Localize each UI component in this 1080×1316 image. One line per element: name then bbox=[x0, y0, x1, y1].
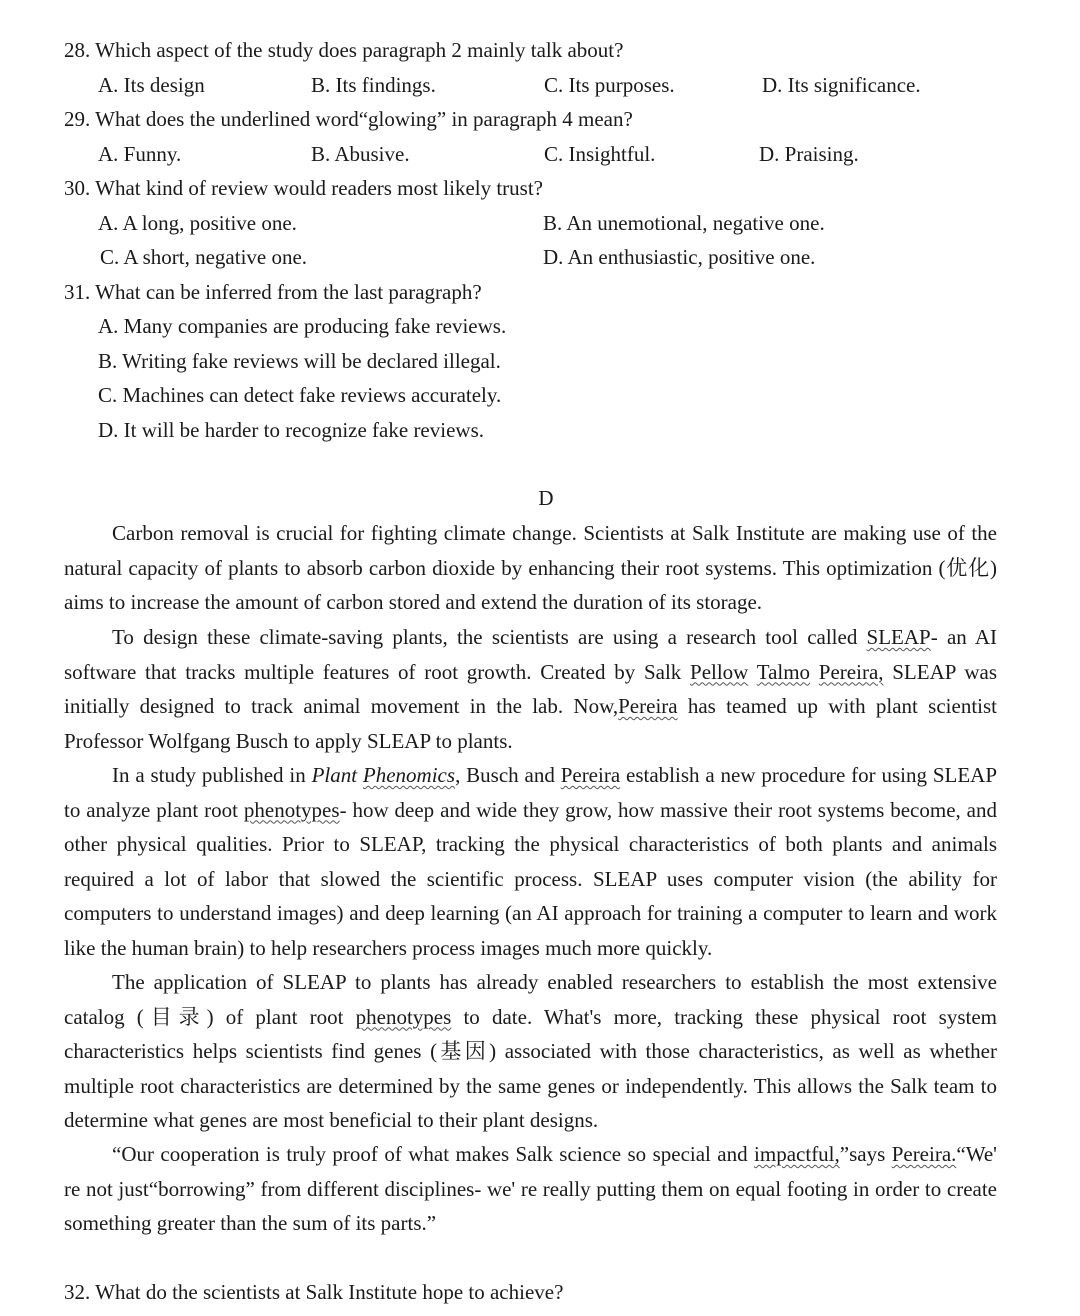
q28-option-d: D. Its significance. bbox=[762, 73, 921, 97]
passage-paragraph-1: Carbon removal is crucial for fighting climate change. Scientists at Salk Institute are making use of the natural capacity of plants to absorb carbon dioxide by enhancing their root systems. This optimization (优化) aims to increase the amount of carbon stored and extend the duration of its storage. bbox=[64, 521, 997, 615]
question-28-stem: 28. Which aspect of the study does paragraph 2 mainly talk about? bbox=[64, 38, 624, 62]
p5-text-b: ”says bbox=[839, 1142, 892, 1166]
p3-text-d: - how deep and wide they grow, how massive their root systems become, and other physical qualities. Prior to SLEAP, tracking the physical characteristics of both plants and animals required a lot of labor that slowed the scientific process. SLEAP uses computer vision (the ability for computers to understand images) and deep learning (an AI approach for training a computer to learn and work like the human brain) to help researchers process images much more quickly. bbox=[64, 797, 997, 960]
p5-text-c: “We' re not just“borrowing” from different disciplines- we' re really putting them on equal footing in order to create something greater than the sum of its parts.” bbox=[64, 1142, 997, 1236]
p4-text-b: to date. What's more, tracking these physical root system characteristics helps scientists find genes (基因) associated with those characteristics, as well as whether multiple root characteristics are determined by the same genes or independently. This allows the Salk team to determine what genes are most beneficial to their plant designs. bbox=[64, 1004, 998, 1133]
q31-option-a: A. Many companies are producing fake reviews. bbox=[98, 314, 507, 338]
q28-option-c: C. Its purposes. bbox=[544, 73, 675, 97]
p5-text-a: “Our cooperation is truly proof of what makes Salk science so special and bbox=[112, 1142, 755, 1166]
passage-paragraph-4 bbox=[64, 965, 997, 1138]
p5-impactful-underlined: impactful, bbox=[754, 1142, 840, 1166]
q29-stem-word: “glowing” bbox=[358, 107, 447, 131]
q29-option-d: D. Praising. bbox=[759, 142, 859, 166]
p3-journal-plant: Plant bbox=[311, 763, 363, 787]
question-32-stem: 32. What do the scientists at Salk Institute hope to achieve? bbox=[64, 1280, 564, 1304]
question-30-stem: 30. What kind of review would readers most likely trust? bbox=[64, 176, 544, 200]
p2-talmo-underlined: Talmo bbox=[756, 659, 811, 684]
p4-phenotypes-underlined: phenotypes bbox=[355, 1004, 452, 1029]
q29-stem-prefix: 29. What does the underlined word bbox=[64, 107, 359, 131]
p2-pereira-underlined: Pereira, bbox=[818, 659, 884, 684]
q30-option-b: B. An unemotional, negative one. bbox=[543, 211, 825, 235]
q29-option-c: C. Insightful. bbox=[544, 142, 656, 166]
p4-text-a: The application of SLEAP to plants has already enabled researchers to establish the most extensive catalog (目录) of plant root bbox=[64, 970, 997, 1029]
p2-pellow-underlined: Pellow bbox=[690, 659, 749, 684]
q30-option-c: C. A short, negative one. bbox=[100, 245, 308, 269]
question-31-stem: 31. What can be inferred from the last paragraph? bbox=[64, 280, 482, 304]
q29-option-b: B. Abusive. bbox=[311, 142, 410, 166]
p2-pereira2-underlined: Pereira bbox=[618, 694, 678, 719]
passage-paragraph-3 bbox=[64, 758, 997, 966]
q30-option-d: D. An enthusiastic, positive one. bbox=[543, 245, 816, 269]
p3-text-a: In a study published in bbox=[112, 763, 312, 787]
passage-paragraph-2 bbox=[64, 620, 997, 758]
question-29-stem bbox=[64, 106, 633, 132]
p3-pereira-underlined: Pereira bbox=[560, 763, 621, 787]
p3-text-c: establish a new procedure for using SLEAP to analyze plant root bbox=[64, 763, 998, 822]
p3-phenotypes-underlined: phenotypes bbox=[243, 797, 340, 822]
p3-journal-phenomics: Phenomics bbox=[362, 763, 456, 787]
q29-stem-suffix: in paragraph 4 mean? bbox=[446, 107, 633, 131]
p2-sleap-underlined: SLEAP bbox=[866, 625, 931, 649]
p2-text-a: To design these climate-saving plants, the scientists are using a research tool called bbox=[112, 625, 867, 649]
q28-option-a: A. Its design bbox=[98, 73, 205, 97]
p2-text-c: SLEAP was initially designed to track animal movement in the lab. Now, bbox=[64, 659, 998, 719]
section-heading: D bbox=[538, 486, 554, 510]
q31-option-c: C. Machines can detect fake reviews accurately. bbox=[98, 383, 502, 407]
p3-text-b: , Busch and bbox=[455, 763, 561, 787]
q29-option-a: A. Funny. bbox=[98, 142, 182, 166]
q31-option-d: D. It will be harder to recognize fake reviews. bbox=[98, 418, 484, 442]
passage-paragraph-5 bbox=[64, 1137, 997, 1241]
q30-option-a: A. A long, positive one. bbox=[98, 211, 297, 235]
q31-option-b: B. Writing fake reviews will be declared illegal. bbox=[98, 349, 501, 373]
q28-option-b: B. Its findings. bbox=[311, 73, 436, 97]
p2-text-d: has teamed up with plant scientist Professor Wolfgang Busch to apply SLEAP to plants. bbox=[64, 694, 997, 753]
p5-pereira-underlined: Pereira. bbox=[891, 1142, 957, 1166]
p2-text-b: - an AI software that tracks multiple features of root growth. Created by Salk bbox=[64, 625, 997, 684]
